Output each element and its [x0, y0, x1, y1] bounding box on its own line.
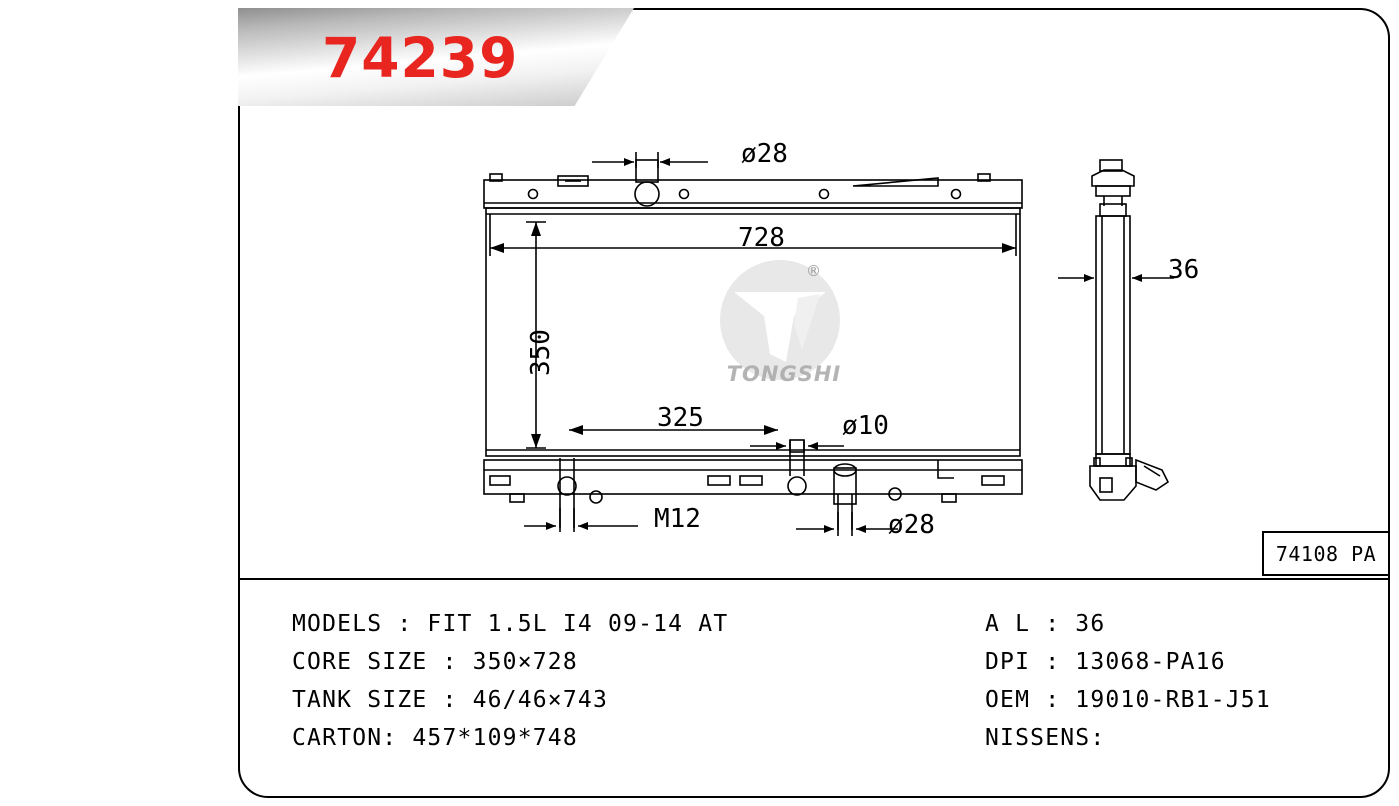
spec-dpi: DPI : 13068-PA16: [985, 649, 1226, 675]
dim-core-height: 350: [526, 329, 556, 376]
dim-top-inlet: ø28: [741, 139, 788, 169]
specs-right-column: [985, 605, 1385, 757]
dim-core-width: 728: [738, 223, 785, 253]
code-box: 74108 PA: [1262, 531, 1390, 576]
dim-side-thickness: 36: [1168, 255, 1200, 285]
spec-models: MODELS : FIT 1.5L I4 09-14 AT: [292, 611, 729, 637]
spec-oem: OEM : 19010-RB1-J51: [985, 687, 1271, 713]
sheet-divider: [238, 578, 1390, 580]
part-number: 74239: [322, 26, 519, 90]
spec-tank-size: TANK SIZE : 46/46×743: [292, 687, 608, 713]
spec-nissens: NISSENS:: [985, 725, 1106, 751]
watermark-brand: TONGSHI: [726, 362, 842, 386]
spec-carton: CARTON: 457*109*748: [292, 725, 578, 751]
dim-mount-offset: 325: [657, 403, 704, 433]
specs-left-column: [292, 605, 932, 757]
dim-bolt: M12: [654, 504, 701, 534]
spec-core-size: CORE SIZE : 350×728: [292, 649, 578, 675]
dim-bottom-outlet: ø28: [888, 510, 935, 540]
dim-small-pin: ø10: [842, 411, 889, 441]
registered-mark: ®: [806, 262, 821, 280]
spec-al: A L : 36: [985, 611, 1106, 637]
radiator-drawing: [238, 8, 1390, 578]
radiator-svg: [238, 8, 1390, 578]
